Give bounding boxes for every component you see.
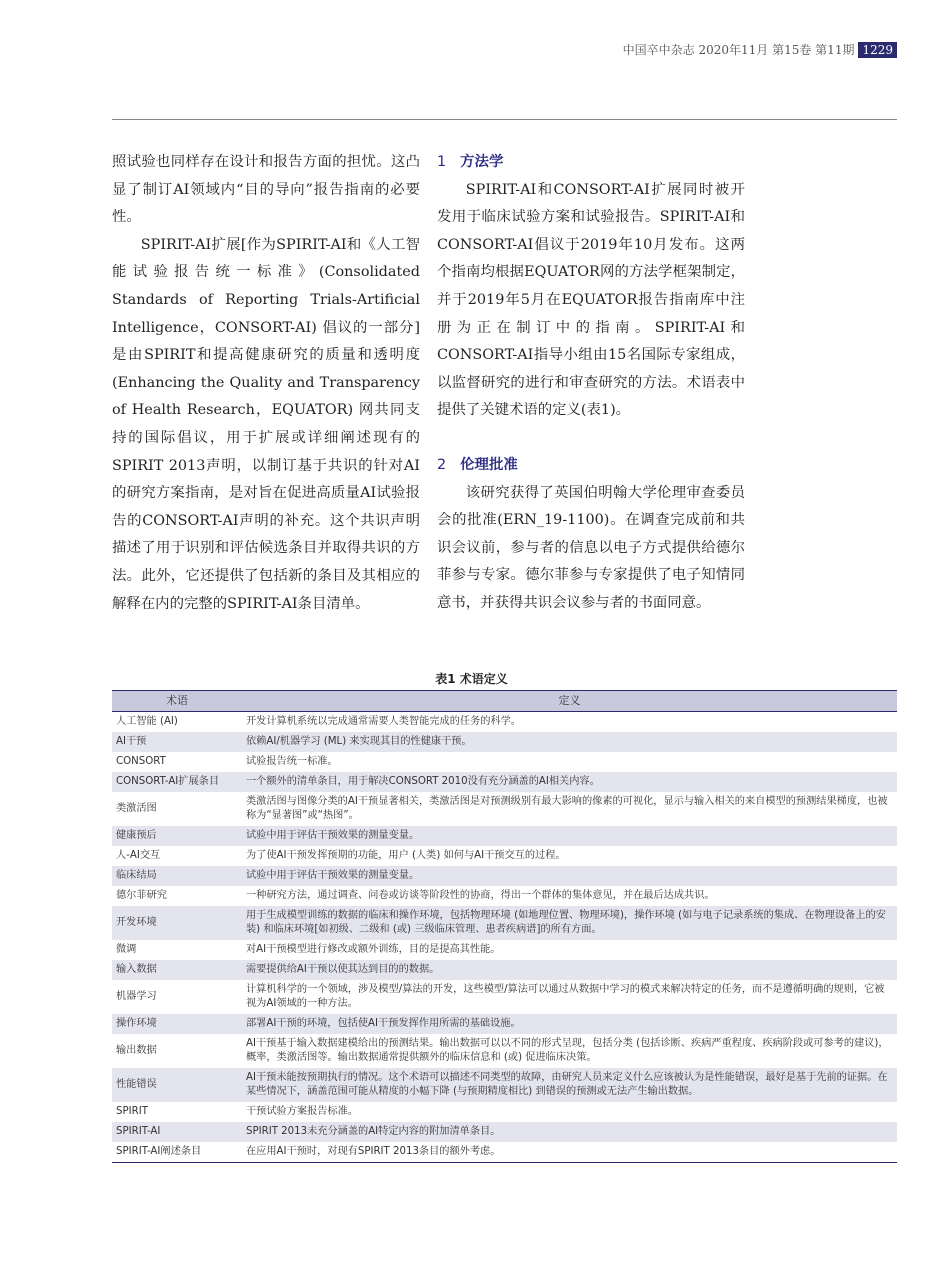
- definition-cell: 试验中用于评估干预效果的测量变量。: [242, 826, 897, 846]
- table-row: [112, 846, 897, 866]
- table-row: [112, 866, 897, 886]
- term-cell: 人工智能 (AI): [116, 716, 178, 727]
- paragraph-ethics: 该研究获得了英国伯明翰大学伦理审查委员会的批准(ERN_19-1100)。在调查完成前和共识会议前，参与者的信息以电子方式提供给德尔菲参与专家。德尔菲参与专家提供了电子知情同意书，并获得共识会议参与者的书面同意。: [437, 484, 745, 611]
- column-header-term: 术语: [112, 691, 242, 712]
- table-row: [112, 1142, 897, 1163]
- definition-cell: AI干预未能按预期执行的情况。这个术语可以描述不同类型的故障，由研究人员来定义什么应该被认为是性能错误，最好是基于先前的证据。在某些情况下，涵盖范围可能从精度的小幅下降 (与预期精度相比) 到错误的预测或无法产生输出数据。: [242, 1068, 897, 1102]
- definition-cell: SPIRIT 2013未充分涵盖的AI特定内容的附加清单条目。: [242, 1122, 897, 1142]
- section-gap: [437, 425, 745, 452]
- definition-cell: AI干预基于输入数据建模给出的预测结果。输出数据可以以不同的形式呈现，包括分类 (包括诊断、疾病严重程度、疾病阶段或可参考的建议)，概率，类激活图等。输出数据通常提供额外的临床信息和 (或) 促进临床决策。: [246, 1038, 889, 1063]
- definition-cell: 对AI干预模型进行修改或额外训练，目的是提高其性能。: [246, 944, 501, 955]
- table-row: [112, 752, 897, 772]
- term-cell: 微调: [116, 944, 137, 955]
- definition-cell: 计算机科学的一个领域，涉及模型/算法的开发，这些模型/算法可以通过从数据中学习的模式来解决特定的任务，而不是遵循明确的规则，它被视为AI领域的一种方法。: [246, 984, 885, 1009]
- page-number: 1229: [858, 42, 897, 58]
- section-number: 1: [437, 154, 447, 170]
- definition-cell: 类激活图与图像分类的AI干预显著相关，类激活图是对预测级别有最大影响的像素的可视化，显示与输入相关的来自模型的预测结果梯度，也被称为“显著图”或“热图”。: [246, 796, 888, 821]
- term-cell: 健康预后: [112, 826, 242, 846]
- table-row: [112, 826, 897, 846]
- term-cell: 机器学习: [116, 991, 157, 1002]
- term-cell: 人-AI交互: [116, 850, 161, 861]
- table-row: [112, 886, 897, 906]
- table-row: [112, 1014, 897, 1034]
- column-header-definition: 定义: [242, 691, 897, 712]
- definition-cell: 一种研究方法，通过调查、问卷或访谈等阶段性的协商，得出一个群体的集体意见，并在最后达成共识。: [246, 890, 715, 901]
- running-head: [623, 41, 897, 58]
- table-row: [112, 906, 897, 940]
- definition-cell: 依赖AI/机器学习 (ML) 来实现其目的性健康干预。: [242, 732, 897, 752]
- paragraph-concerns: 照试验也同样存在设计和报告方面的担忧。这凸显了制订AI领域内“目的导向”报告指南的必要性。: [112, 154, 420, 226]
- section-heading-ethics: [437, 452, 745, 480]
- table-row: [112, 792, 897, 826]
- term-cell: CONSORT: [116, 756, 166, 767]
- paragraph-methods: SPIRIT-AI和CONSORT-AI扩展同时被开发用于临床试验方案和试验报告。SPIRIT-AI和CONSORT-AI倡议于2019年10月发布。这两个指南均根据EQUATOR网的方法学框架制定，并于2019年5月在EQUATOR报告指南库中注册为正在制订中的指南。SPIRIT-AI和CONSORT-AI指导小组由15名国际专家组成，以监督研究的进行和审查研究的方法。术语表中提供了关键术语的定义(表1)。: [437, 181, 745, 419]
- term-cell: SPIRIT-AI: [112, 1122, 242, 1142]
- term-cell: 德尔菲研究: [116, 890, 167, 901]
- journal-issue: 中国卒中杂志 2020年11月 第15卷 第11期: [622, 43, 855, 57]
- table-body: [112, 712, 897, 1163]
- table-row: [112, 712, 897, 733]
- table-row: [112, 960, 897, 980]
- term-cell: 操作环境: [112, 1014, 242, 1034]
- definition-cell: 干预试验方案报告标准。: [246, 1106, 359, 1117]
- definition-cell: 用于生成模型训练的数据的临床和操作环境，包括物理环境 (如地理位置、物理环境)，操作环境 (如与电子记录系统的集成、在物理设备上的安装) 和临床环境[如初级、二级和 (或) 三级临床管理、患者疾病谱]的所有方面。: [242, 906, 897, 940]
- definition-cell: 试验中用于评估干预效果的测量变量。: [242, 866, 897, 886]
- table-row: [112, 1102, 897, 1122]
- header-rule: [112, 119, 897, 120]
- section-heading-methods: [437, 149, 745, 177]
- table-row: [112, 1068, 897, 1102]
- definition-cell: 开发计算机系统以完成通常需要人类智能完成的任务的科学。: [246, 716, 522, 727]
- term-cell: 性能错误: [112, 1068, 242, 1102]
- definition-cell: 需要提供给AI干预以使其达到目的的数据。: [242, 960, 897, 980]
- term-cell: 临床结局: [112, 866, 242, 886]
- paragraph-spirit-ai-extension: SPIRIT-AI扩展[作为SPIRIT-AI和《人工智能试验报告统一标准》(Consolidated Standards of Reporting Trials-Artificial Intelligence，CONSORT-AI) 倡议的一部分]是由SPIRIT和提高健康研究的质量和透明度(Enhancing the Quality and Transparency of Health Research，EQUATOR) 网共同支持的国际倡议，用于扩展或详细阐述现有的SPIRIT 2013声明，以制订基于共识的针对AI的研究方案指南，是对旨在促进高质量AI试验报告的CONSORT-AI声明的补充。这个共识声明描述了用于识别和评估候选条目并取得共识的方法。此外，它还提供了包括新的条目及其相应的解释在内的完整的SPIRIT-AI条目清单。: [112, 236, 420, 612]
- term-cell: SPIRIT: [116, 1106, 148, 1117]
- table-row: [112, 980, 897, 1014]
- term-cell: 类激活图: [116, 803, 157, 814]
- table-row: [112, 1034, 897, 1068]
- right-column: [437, 149, 745, 618]
- table-caption: 表1 术语定义: [435, 672, 508, 686]
- section-number: 2: [437, 456, 447, 473]
- term-cell: CONSORT-AI扩展条目: [112, 772, 242, 792]
- term-cell: SPIRIT-AI阐述条目: [112, 1142, 242, 1163]
- glossary-table: [112, 690, 897, 1163]
- definition-cell: 一个额外的清单条目，用于解决CONSORT 2010没有充分涵盖的AI相关内容。: [242, 772, 897, 792]
- term-cell: 输出数据: [116, 1045, 157, 1056]
- definition-cell: 试验报告统一标准。: [246, 756, 338, 767]
- left-column: [112, 149, 420, 618]
- term-cell: AI干预: [112, 732, 242, 752]
- table-row: [112, 732, 897, 752]
- table-header-row: [112, 691, 897, 712]
- definition-cell: 在应用AI干预时，对现有SPIRIT 2013条目的额外考虑。: [242, 1142, 897, 1163]
- table-row: [112, 1122, 897, 1142]
- table-row: [112, 940, 897, 960]
- definition-cell: 为了使AI干预发挥预期的功能，用户 (人类) 如何与AI干预交互的过程。: [246, 850, 566, 861]
- term-cell: 输入数据: [112, 960, 242, 980]
- section-title: 伦理批准: [460, 456, 518, 473]
- term-cell: 开发环境: [112, 906, 242, 940]
- section-title: 方法学: [460, 154, 504, 170]
- definition-cell: 部署AI干预的环境，包括使AI干预发挥作用所需的基础设施。: [242, 1014, 897, 1034]
- table-row: [112, 772, 897, 792]
